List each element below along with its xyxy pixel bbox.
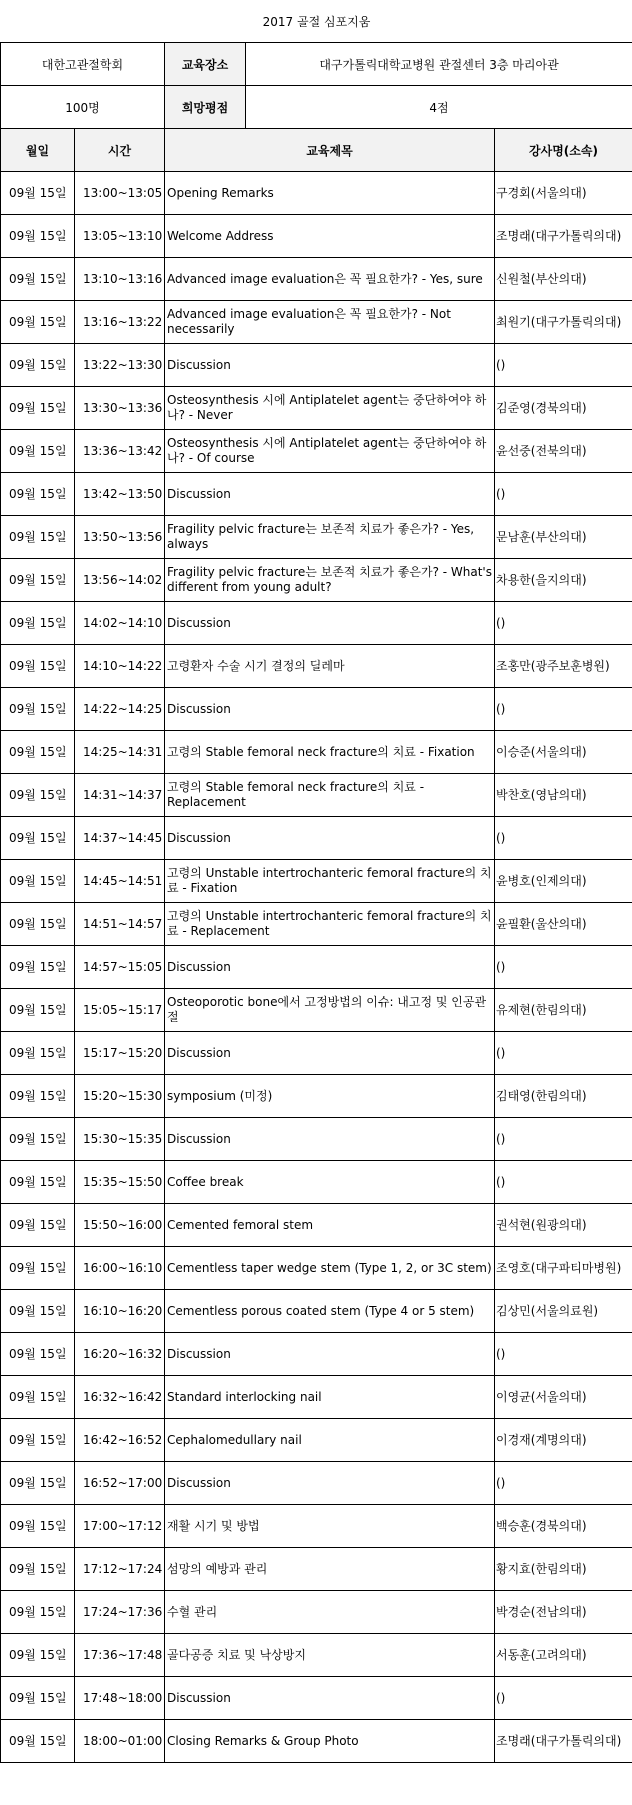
time-cell: 16:52~17:00 <box>75 1462 165 1505</box>
table-row <box>1 1548 632 1591</box>
time-cell: 13:42~13:50 <box>75 473 165 516</box>
time-cell: 14:25~14:31 <box>75 731 165 774</box>
table-row <box>1 602 632 645</box>
topic-cell: Fragility pelvic fracture는 보존적 치료가 좋은가? - Yes, always <box>165 516 495 559</box>
speaker-cell: () <box>495 344 632 387</box>
time-cell: 16:10~16:20 <box>75 1290 165 1333</box>
topic-cell: Discussion <box>165 817 495 860</box>
time-cell: 17:00~17:12 <box>75 1505 165 1548</box>
date-cell: 09월 15일 <box>1 817 75 860</box>
topic-cell: Discussion <box>165 1677 495 1720</box>
date-cell: 09월 15일 <box>1 1548 75 1591</box>
speaker-cell: 윤병호(인제의대) <box>495 860 632 903</box>
speaker-cell: 김준영(경북의대) <box>495 387 632 430</box>
topic-cell: Discussion <box>165 473 495 516</box>
venue-label: 교육장소 <box>165 43 246 86</box>
table-row <box>1 1591 632 1634</box>
info-row-1 <box>1 43 632 86</box>
time-cell: 13:30~13:36 <box>75 387 165 430</box>
table-row <box>1 1634 632 1677</box>
speaker-cell: 조명래(대구가톨릭의대) <box>495 1720 632 1763</box>
time-cell: 13:56~14:02 <box>75 559 165 602</box>
topic-cell: Cementless porous coated stem (Type 4 or 5 stem) <box>165 1290 495 1333</box>
date-cell: 09월 15일 <box>1 301 75 344</box>
topic-cell: 수혈 관리 <box>165 1591 495 1634</box>
speaker-cell: 이경재(계명의대) <box>495 1419 632 1462</box>
credit-label: 희망평점 <box>165 86 246 129</box>
date-cell: 09월 15일 <box>1 387 75 430</box>
speaker-cell: () <box>495 1118 632 1161</box>
topic-cell: Cemented femoral stem <box>165 1204 495 1247</box>
time-cell: 14:57~15:05 <box>75 946 165 989</box>
table-row <box>1 1161 632 1204</box>
time-cell: 15:05~15:17 <box>75 989 165 1032</box>
speaker-cell: 조명래(대구가톨릭의대) <box>495 215 632 258</box>
header-row <box>1 129 632 172</box>
table-row <box>1 1247 632 1290</box>
table-row <box>1 1333 632 1376</box>
speaker-cell: 윤선중(전북의대) <box>495 430 632 473</box>
table-row <box>1 1462 632 1505</box>
topic-cell: Coffee break <box>165 1161 495 1204</box>
header-date: 월일 <box>1 129 75 172</box>
speaker-cell: 조홍만(광주보훈병원) <box>495 645 632 688</box>
title-row <box>1 0 632 43</box>
date-cell: 09월 15일 <box>1 258 75 301</box>
table-row <box>1 1032 632 1075</box>
header-topic: 교육제목 <box>165 129 495 172</box>
table-row <box>1 817 632 860</box>
speaker-cell: () <box>495 817 632 860</box>
speaker-cell: () <box>495 1677 632 1720</box>
time-cell: 14:31~14:37 <box>75 774 165 817</box>
schedule-body <box>1 172 632 1763</box>
speaker-cell: () <box>495 1462 632 1505</box>
speaker-cell: 조영호(대구파티마병원) <box>495 1247 632 1290</box>
speaker-cell: 김태영(한림의대) <box>495 1075 632 1118</box>
table-row <box>1 1505 632 1548</box>
table-row <box>1 731 632 774</box>
table-row <box>1 688 632 731</box>
table-row <box>1 1204 632 1247</box>
date-cell: 09월 15일 <box>1 344 75 387</box>
speaker-cell: () <box>495 688 632 731</box>
time-cell: 17:48~18:00 <box>75 1677 165 1720</box>
topic-cell: Cephalomedullary nail <box>165 1419 495 1462</box>
table-row <box>1 1419 632 1462</box>
time-cell: 13:10~13:16 <box>75 258 165 301</box>
capacity: 100명 <box>1 86 165 129</box>
time-cell: 14:37~14:45 <box>75 817 165 860</box>
date-cell: 09월 15일 <box>1 1591 75 1634</box>
time-cell: 14:51~14:57 <box>75 903 165 946</box>
topic-cell: Cementless taper wedge stem (Type 1, 2, or 3C stem) <box>165 1247 495 1290</box>
date-cell: 09월 15일 <box>1 1462 75 1505</box>
date-cell: 09월 15일 <box>1 860 75 903</box>
table-row <box>1 989 632 1032</box>
table-row <box>1 946 632 989</box>
table-row <box>1 1290 632 1333</box>
credit: 4점 <box>246 86 632 129</box>
table-row <box>1 559 632 602</box>
time-cell: 15:35~15:50 <box>75 1161 165 1204</box>
table-row <box>1 258 632 301</box>
speaker-cell: 서동훈(고려의대) <box>495 1634 632 1677</box>
date-cell: 09월 15일 <box>1 1376 75 1419</box>
table-row <box>1 903 632 946</box>
time-cell: 14:22~14:25 <box>75 688 165 731</box>
table-row <box>1 301 632 344</box>
topic-cell: symposium (미정) <box>165 1075 495 1118</box>
speaker-cell: 박찬호(영남의대) <box>495 774 632 817</box>
date-cell: 09월 15일 <box>1 1204 75 1247</box>
speaker-cell: () <box>495 1032 632 1075</box>
speaker-cell: () <box>495 946 632 989</box>
table-row <box>1 1720 632 1763</box>
time-cell: 13:05~13:10 <box>75 215 165 258</box>
time-cell: 16:32~16:42 <box>75 1376 165 1419</box>
table-row <box>1 473 632 516</box>
date-cell: 09월 15일 <box>1 645 75 688</box>
speaker-cell: 최원기(대구가톨릭의대) <box>495 301 632 344</box>
date-cell: 09월 15일 <box>1 1505 75 1548</box>
topic-cell: Osteosynthesis 시에 Antiplatelet agent는 중단하여야 하나? - Of course <box>165 430 495 473</box>
topic-cell: 섬망의 예방과 관리 <box>165 1548 495 1591</box>
topic-cell: Discussion <box>165 688 495 731</box>
topic-cell: 골다공증 치료 및 낙상방지 <box>165 1634 495 1677</box>
speaker-cell: 황지효(한림의대) <box>495 1548 632 1591</box>
topic-cell: Discussion <box>165 344 495 387</box>
time-cell: 17:36~17:48 <box>75 1634 165 1677</box>
speaker-cell: () <box>495 602 632 645</box>
topic-cell: 고령의 Unstable intertrochanteric femoral fracture의 치료 - Fixation <box>165 860 495 903</box>
page-title: 2017 골절 심포지움 <box>1 0 632 43</box>
topic-cell: Discussion <box>165 946 495 989</box>
time-cell: 14:10~14:22 <box>75 645 165 688</box>
table-row <box>1 860 632 903</box>
time-cell: 17:24~17:36 <box>75 1591 165 1634</box>
time-cell: 16:00~16:10 <box>75 1247 165 1290</box>
table-row <box>1 215 632 258</box>
date-cell: 09월 15일 <box>1 1720 75 1763</box>
topic-cell: Osteoporotic bone에서 고정방법의 이슈: 내고정 및 인공관절 <box>165 989 495 1032</box>
date-cell: 09월 15일 <box>1 688 75 731</box>
date-cell: 09월 15일 <box>1 516 75 559</box>
speaker-cell: () <box>495 1333 632 1376</box>
date-cell: 09월 15일 <box>1 774 75 817</box>
time-cell: 13:36~13:42 <box>75 430 165 473</box>
time-cell: 13:00~13:05 <box>75 172 165 215</box>
topic-cell: Fragility pelvic fracture는 보존적 치료가 좋은가? - What's different from young adult? <box>165 559 495 602</box>
speaker-cell: () <box>495 1161 632 1204</box>
date-cell: 09월 15일 <box>1 903 75 946</box>
date-cell: 09월 15일 <box>1 1247 75 1290</box>
time-cell: 13:50~13:56 <box>75 516 165 559</box>
topic-cell: Opening Remarks <box>165 172 495 215</box>
speaker-cell: () <box>495 473 632 516</box>
table-row <box>1 387 632 430</box>
date-cell: 09월 15일 <box>1 215 75 258</box>
time-cell: 15:20~15:30 <box>75 1075 165 1118</box>
date-cell: 09월 15일 <box>1 1118 75 1161</box>
date-cell: 09월 15일 <box>1 1290 75 1333</box>
time-cell: 15:50~16:00 <box>75 1204 165 1247</box>
date-cell: 09월 15일 <box>1 1333 75 1376</box>
date-cell: 09월 15일 <box>1 989 75 1032</box>
topic-cell: 재활 시기 및 방법 <box>165 1505 495 1548</box>
table-row <box>1 774 632 817</box>
topic-cell: Advanced image evaluation은 꼭 필요한가? - Yes, sure <box>165 258 495 301</box>
speaker-cell: 구경회(서울의대) <box>495 172 632 215</box>
topic-cell: Discussion <box>165 1118 495 1161</box>
table-row <box>1 1376 632 1419</box>
time-cell: 14:02~14:10 <box>75 602 165 645</box>
time-cell: 16:42~16:52 <box>75 1419 165 1462</box>
info-row-2 <box>1 86 632 129</box>
table-row <box>1 1677 632 1720</box>
date-cell: 09월 15일 <box>1 602 75 645</box>
topic-cell: 고령의 Unstable intertrochanteric femoral fracture의 치료 - Replacement <box>165 903 495 946</box>
topic-cell: Welcome Address <box>165 215 495 258</box>
speaker-cell: 유제현(한림의대) <box>495 989 632 1032</box>
date-cell: 09월 15일 <box>1 172 75 215</box>
time-cell: 15:17~15:20 <box>75 1032 165 1075</box>
speaker-cell: 문남훈(부산의대) <box>495 516 632 559</box>
venue: 대구가톨릭대학교병원 관절센터 3층 마리아관 <box>246 43 632 86</box>
topic-cell: Advanced image evaluation은 꼭 필요한가? - Not necessarily <box>165 301 495 344</box>
table-row <box>1 172 632 215</box>
time-cell: 18:00~01:00 <box>75 1720 165 1763</box>
date-cell: 09월 15일 <box>1 559 75 602</box>
date-cell: 09월 15일 <box>1 1032 75 1075</box>
topic-cell: 고령환자 수술 시기 결정의 딜레마 <box>165 645 495 688</box>
date-cell: 09월 15일 <box>1 430 75 473</box>
speaker-cell: 박경순(전남의대) <box>495 1591 632 1634</box>
speaker-cell: 윤필환(울산의대) <box>495 903 632 946</box>
topic-cell: 고령의 Stable femoral neck fracture의 치료 - Replacement <box>165 774 495 817</box>
time-cell: 17:12~17:24 <box>75 1548 165 1591</box>
table-row <box>1 344 632 387</box>
topic-cell: 고령의 Stable femoral neck fracture의 치료 - Fixation <box>165 731 495 774</box>
table-row <box>1 1118 632 1161</box>
table-row <box>1 645 632 688</box>
date-cell: 09월 15일 <box>1 1634 75 1677</box>
topic-cell: Discussion <box>165 1333 495 1376</box>
speaker-cell: 이승준(서울의대) <box>495 731 632 774</box>
speaker-cell: 권석현(원광의대) <box>495 1204 632 1247</box>
speaker-cell: 백승훈(경북의대) <box>495 1505 632 1548</box>
table-row <box>1 1075 632 1118</box>
topic-cell: Discussion <box>165 1032 495 1075</box>
speaker-cell: 차용한(을지의대) <box>495 559 632 602</box>
date-cell: 09월 15일 <box>1 1677 75 1720</box>
date-cell: 09월 15일 <box>1 473 75 516</box>
speaker-cell: 김상민(서울의료원) <box>495 1290 632 1333</box>
time-cell: 14:45~14:51 <box>75 860 165 903</box>
time-cell: 15:30~15:35 <box>75 1118 165 1161</box>
table-row <box>1 516 632 559</box>
time-cell: 13:16~13:22 <box>75 301 165 344</box>
topic-cell: Closing Remarks & Group Photo <box>165 1720 495 1763</box>
speaker-cell: 이영균(서울의대) <box>495 1376 632 1419</box>
header-speaker: 강사명(소속) <box>495 129 632 172</box>
speaker-cell: 신원철(부산의대) <box>495 258 632 301</box>
date-cell: 09월 15일 <box>1 946 75 989</box>
date-cell: 09월 15일 <box>1 1419 75 1462</box>
topic-cell: Discussion <box>165 602 495 645</box>
topic-cell: Standard interlocking nail <box>165 1376 495 1419</box>
organizer: 대한고관절학회 <box>1 43 165 86</box>
date-cell: 09월 15일 <box>1 731 75 774</box>
date-cell: 09월 15일 <box>1 1161 75 1204</box>
topic-cell: Discussion <box>165 1462 495 1505</box>
table-row <box>1 430 632 473</box>
header-time: 시간 <box>75 129 165 172</box>
time-cell: 16:20~16:32 <box>75 1333 165 1376</box>
topic-cell: Osteosynthesis 시에 Antiplatelet agent는 중단하여야 하나? - Never <box>165 387 495 430</box>
date-cell: 09월 15일 <box>1 1075 75 1118</box>
time-cell: 13:22~13:30 <box>75 344 165 387</box>
